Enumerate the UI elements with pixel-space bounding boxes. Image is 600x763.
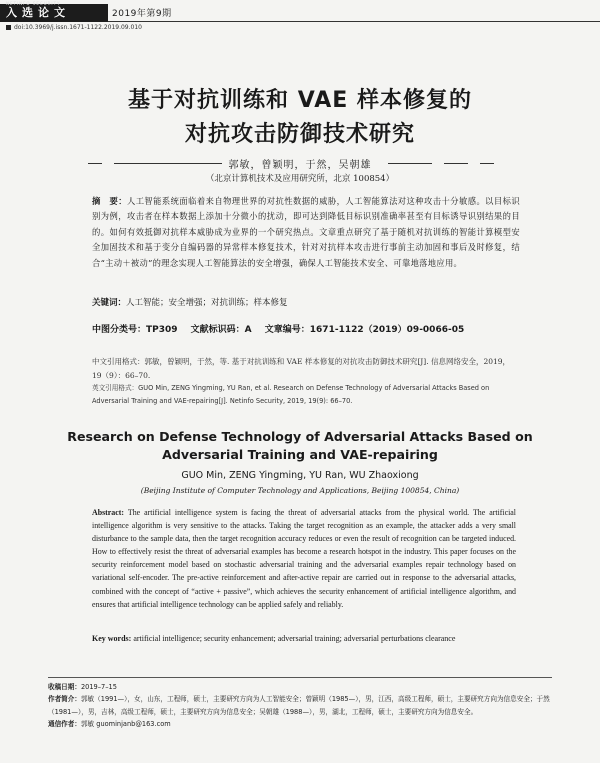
citation-english (92, 382, 516, 408)
bio-text: 郭敏（1991—），女，山东，工程师，硕士，主要研究方向为人工智能安全；曾颖明（1985—），男，江西，高级工程师，硕士，主要研究方向为信息安全；于然（1981—），男，吉林，高级工程师，硕士，主要研究方向为信息安全；吴朝雄（1988—），男，湖北，工程师，硕士，主要研究方向为信息安全。 (48, 695, 550, 716)
keywords-english-text: artificial intelligence; security enhancement; adversarial training; adversarial perturbations clearance (133, 634, 456, 643)
keywords-english-label: Key words: (92, 634, 132, 643)
citation-chinese-text: 郭敏，曾颖明，于然，等. 基于对抗训练和 VAE 样本修复的对抗攻击防御技术研究[J]. 信息网络安全，2019，19（9）：66–70. (92, 357, 511, 380)
authors-chinese-line (60, 156, 540, 170)
citation-chinese-label: 中文引用格式： (92, 357, 145, 366)
title-english: Research on Defense Technology of Adversarial Attacks Based on Adversarial Training and VAE-repairing (67, 429, 533, 462)
footnotes (48, 681, 552, 731)
abstract-english-text: The artificial intelligence system is facing the threat of adversarial attacks from the physical world. The artificial intelligence algorithm is very sensitive to the attacks. Taking the target recognition as an example, the attacker adds a very small disturbance to the sample data, then the target recognition accuracy reduces or even the result of recognition can be targeted induced. How to effectively resist the threat of adversarial examples has become a research hotspot in the industry. This paper focuses on the security reinforcement model based on stochastic adversarial training and the adversarial examples repair technology based on variational self-encoder. The pre-active reinforcement and after-active repair are carried out in response to the adversarial attacks, combined with the concept of “active + passive”, which achieves the security enhancement of artificial intelligence algorithm, and ensures that artificial intelligence technology can be applied safely and reliably. (92, 508, 516, 609)
doi-text[interactable]: doi:10.3969/j.issn.1671-1122.2019.09.010 (14, 24, 142, 31)
title-chinese-line-2: 对抗攻击防御技术研究 (184, 122, 415, 147)
header-rule (108, 21, 600, 22)
affiliation-english: (Beijing Institute of Computer Technology and Applications, Beijing 100854, China) (140, 486, 460, 495)
bio-label: 作者简介： (48, 695, 81, 704)
document-code: 文献标识码：A (190, 325, 252, 335)
abstract-chinese-label: 摘 要： (92, 196, 127, 206)
title-chinese-line-1: 基于对抗训练和 VAE 样本修复的 (128, 88, 472, 113)
citation-chinese (92, 355, 516, 383)
clc-number: 中图分类号：TP309 (92, 325, 178, 335)
doi-marker-icon (6, 25, 11, 30)
contact-text[interactable]: 郭敏 guominjanb@163.com (80, 720, 171, 729)
keywords-english (92, 633, 516, 645)
abstract-chinese (92, 194, 520, 271)
author-bio (48, 693, 552, 718)
received-label: 收稿日期： (48, 683, 81, 691)
journal-header (0, 0, 600, 34)
authors-english: GUO Min, ZENG Yingming, YU Ran, WU Zhaoxiong (181, 470, 419, 481)
issue-number: 2019年第9期 (112, 9, 172, 19)
abstract-chinese-text: 人工智能系统面临着来自物理世界的对抗性数据的威胁，人工智能算法对这种攻击十分敏感。以目标识别为例，攻击者在样本数据上添加十分微小的扰动，即可达到降低目标识别准确率甚至有目标诱导识别结果的目的。如何有效抵御对抗样本威胁成为业界的一个研究热点。文章重点研究了基于随机对抗训练的智能计算模型安全加固技术和基于变分自编码器的异常样本修复技术，针对对抗样本攻击进行事前主动加固和事后及时修复，结合“主动＋被动”的理念实现人工智能算法的安全增强，确保人工智能技术安全、可靠地落地应用。 (92, 196, 520, 268)
abstract-english-label: Abstract: (92, 508, 124, 517)
title-chinese (0, 84, 600, 152)
citation-english-label: 英文引用格式： (92, 384, 139, 392)
article-number: 文章编号：1671-1122（2019）09-0066-05 (264, 325, 465, 335)
authors-chinese: 郭敏，曾颖明，于然，吴朝雄 (228, 160, 372, 171)
classification-line (92, 322, 520, 335)
section-label: 入选论文 (6, 6, 70, 19)
keywords-chinese-text: 人工智能；安全增强；对抗训练；样本修复 (126, 298, 288, 308)
contact-label: 通信作者： (48, 720, 81, 729)
keywords-chinese-label: 关键词： (92, 298, 127, 308)
affiliation-chinese: （北京计算机技术及应用研究所，北京 100854） (205, 174, 395, 184)
keywords-chinese (92, 296, 520, 308)
abstract-english (92, 506, 516, 611)
doi-line (6, 24, 142, 31)
received-date (48, 681, 552, 693)
citation-english-text: GUO Min, ZENG Yingming, YU Ran, et al. Research on Defense Technology of Adversarial Attacks Based on Adversarial Training and VAE-repairing[J]. Netinfo Security, 2019, 19(9): 66–70. (92, 384, 490, 405)
received-value: 2019–7–15 (80, 683, 117, 691)
section-tab (0, 1, 108, 22)
footnote-rule (48, 677, 552, 678)
corresponding-author (48, 718, 552, 730)
journal-name-small: NETINFO SECURITY (6, 1, 61, 6)
